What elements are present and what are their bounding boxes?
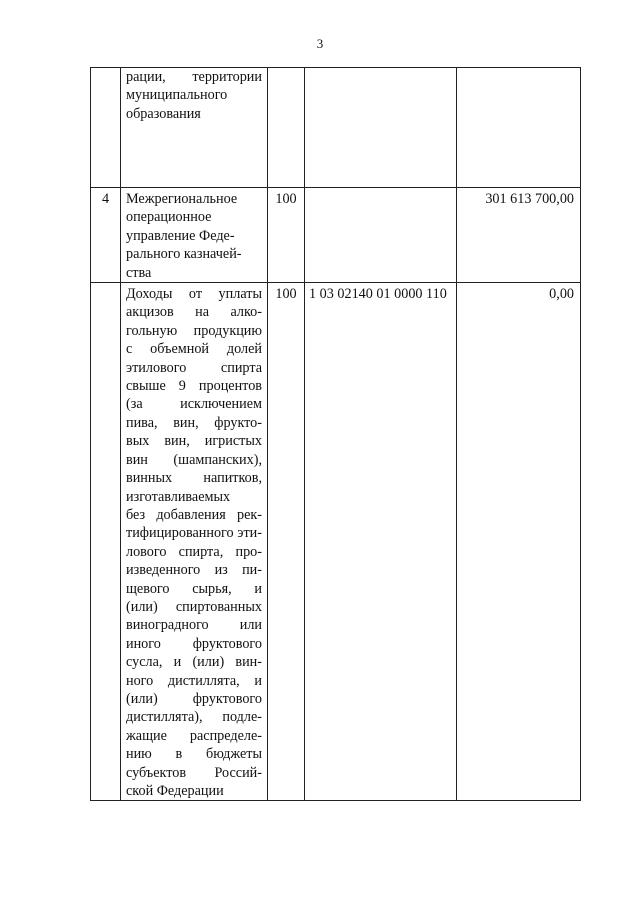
row-code	[268, 68, 305, 188]
name-line: изготавливаемых	[126, 488, 231, 505]
row-code: 100	[268, 283, 305, 801]
budget-table	[90, 67, 581, 801]
name-line: без добавления рек-	[126, 506, 262, 523]
name-line: (за исключением	[126, 396, 262, 413]
row-kbk: 1 03 02140 01 0000 110	[305, 283, 457, 801]
name-line: рального казначей-	[126, 246, 242, 263]
row-sum: 301 613 700,00	[457, 188, 581, 283]
name-line: субъектов Россий-	[126, 764, 262, 781]
name-line: свыше 9 процентов	[126, 378, 262, 395]
row-number	[91, 68, 121, 188]
name-line: управление Феде-	[126, 227, 235, 244]
name-line: акцизов на алко-	[126, 304, 262, 321]
row-sum: 0,00	[457, 283, 581, 801]
row-name	[121, 188, 268, 283]
name-line: дистиллята), подле-	[126, 709, 262, 726]
name-line: этилового спирта	[126, 359, 262, 376]
name-line: жащие распределе-	[126, 727, 262, 744]
row-number	[91, 283, 121, 801]
name-line: пива, вин, фрукто-	[126, 414, 262, 431]
row-name	[121, 283, 268, 801]
name-line: (или) спиртованных	[126, 598, 262, 615]
table-row	[91, 68, 581, 188]
name-line: Межрегиональное	[126, 191, 238, 207]
name-line: винных напитков,	[126, 470, 262, 487]
name-line: гольную продукцию	[126, 322, 262, 339]
name-line: тифицированного эти-	[126, 525, 262, 542]
name-line: (или) фруктового	[126, 690, 262, 707]
row-kbk	[305, 68, 457, 188]
name-line: вин (шампанских),	[126, 451, 262, 468]
table-row	[91, 283, 581, 801]
row-code: 100	[268, 188, 305, 283]
name-line: вых вин, игристых	[126, 433, 262, 450]
page-number: 3	[316, 36, 324, 51]
name-line: изведенного из пи-	[126, 562, 262, 579]
name-line: иного фруктового	[126, 635, 262, 652]
name-line: ской Федерации	[126, 783, 224, 799]
row-name	[121, 68, 268, 188]
name-line: рации, территории	[126, 69, 262, 85]
name-line: ства	[126, 264, 152, 281]
name-line: муниципального	[126, 87, 228, 104]
name-line: сусла, и (или) вин-	[126, 654, 262, 671]
name-line: лового спирта, про-	[126, 543, 262, 560]
row-number: 4	[91, 188, 121, 283]
table-row	[91, 188, 581, 283]
name-line: ного дистиллята, и	[126, 672, 262, 689]
row-sum	[457, 68, 581, 188]
name-line: Доходы от уплаты	[126, 286, 262, 303]
row-kbk	[305, 188, 457, 283]
name-line: с объемной долей	[126, 341, 262, 358]
name-line: нию в бюджеты	[126, 746, 262, 763]
name-line: образования	[126, 105, 201, 122]
name-line: виноградного или	[126, 617, 262, 634]
name-line: операционное	[126, 209, 212, 226]
name-line: щевого сырья, и	[126, 580, 262, 597]
